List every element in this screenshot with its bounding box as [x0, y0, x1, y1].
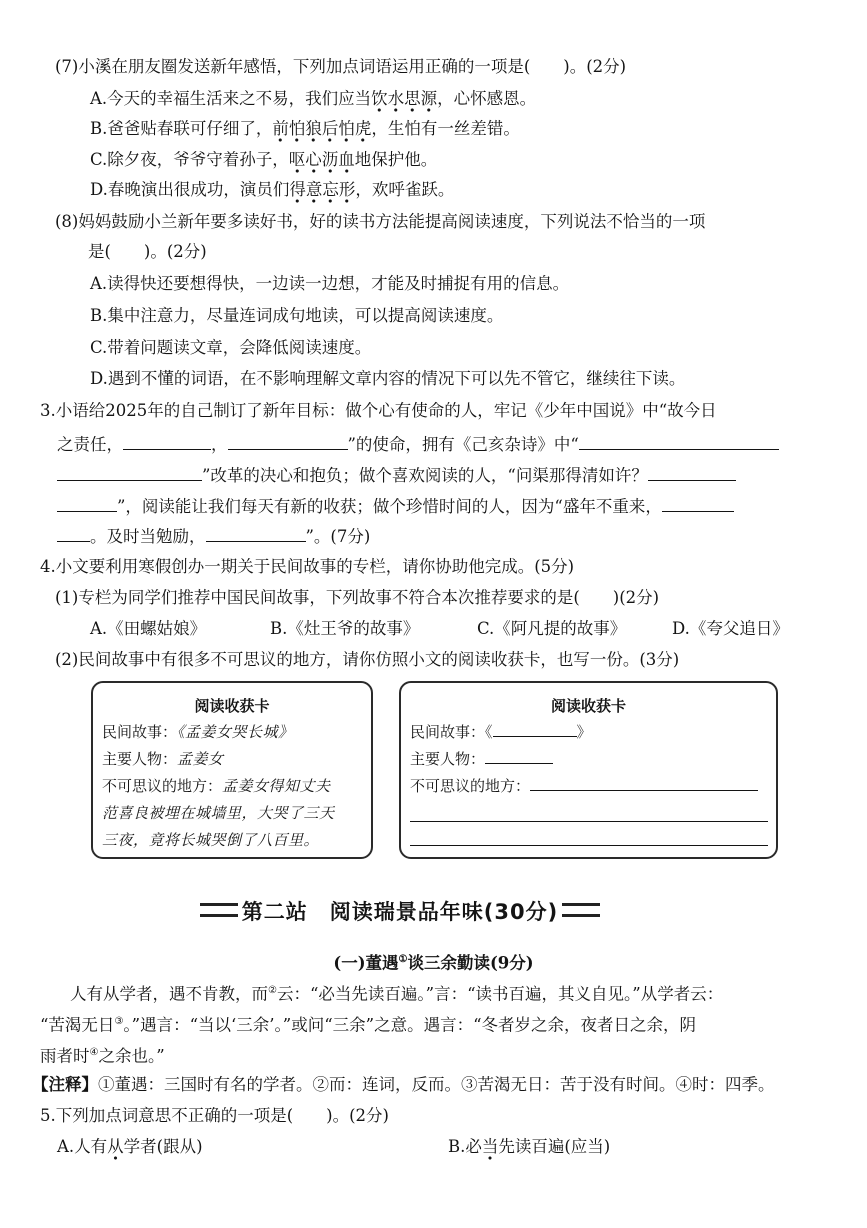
- q4-sub1: (1)专栏为同学们推荐中国民间故事，下列故事不符合本次推荐要求的是( )(2分): [55, 588, 660, 607]
- q3-blank-2[interactable]: [228, 431, 348, 450]
- passage-title: [0, 948, 867, 972]
- q3-blank-7[interactable]: [662, 493, 734, 512]
- q7-option-d: [90, 178, 454, 202]
- q7-d-post: ，欢呼雀跃。: [355, 180, 455, 199]
- q7-option-c: [90, 148, 437, 172]
- q4-stem: 4.小文要利用寒假创办一期关于民间故事的专栏，请你协助他完成。(5分): [40, 557, 575, 576]
- q5-a-pre: A.人有: [57, 1137, 108, 1156]
- passage-l3-sup: ④: [89, 1047, 99, 1058]
- q5-option-a: [57, 1135, 203, 1159]
- q7-a-post: ，心怀感恩。: [437, 89, 537, 108]
- q3-blank-6[interactable]: [57, 493, 117, 512]
- q5-option-b: [448, 1135, 610, 1159]
- q7-b-dotted-term: 前怕狼后怕虎: [272, 119, 371, 143]
- q5-b-post: 先读百遍(应当): [498, 1137, 611, 1156]
- q4-option-b: B.《灶王爷的故事》: [270, 619, 420, 638]
- q5-stem: 5.下列加点词意思不正确的一项是( )。(2分): [40, 1106, 389, 1125]
- card-right-person: [410, 746, 553, 772]
- reading-card-example: [91, 681, 373, 859]
- card-right-person-label: 主要人物：: [410, 750, 486, 768]
- banner-text-wrap: [200, 896, 600, 926]
- section-banner: [200, 894, 600, 928]
- q3-l4-text: ”，阅读能让我们每天有新的收获；做个珍惜时间的人，因为“盛年不重来，: [117, 497, 662, 516]
- q7-c-pre: C.除夕夜，爷爷守着孙子，: [90, 150, 289, 169]
- q4-sub2: (2)民间故事中有很多不可思议的地方，请你仿照小文的阅读收获卡，也写一份。(3分): [55, 650, 680, 669]
- q5-b-pre: B.必: [448, 1137, 482, 1156]
- q8-stem-line2: 是( )。(2分): [88, 242, 207, 261]
- q8-stem-line1: (8)妈妈鼓励小兰新年要多读好书，好的读书方法能提高阅读速度，下列说法不恰当的一项: [55, 212, 706, 231]
- card-right-title: 阅读收获卡: [550, 697, 626, 715]
- passage-l2-sup: ③: [114, 1016, 124, 1027]
- q3-line1: 3.小语给2025年的自己制订了新年目标：做个心有使命的人，牢记《少年中国说》中“故今日: [40, 401, 717, 420]
- card-right-wonder-blank-3[interactable]: [410, 845, 768, 846]
- q7-option-b: [90, 117, 520, 141]
- q7-a-dotted-term: 饮水思源: [371, 89, 437, 113]
- card-right-person-blank[interactable]: [485, 747, 553, 764]
- q7-option-a: [90, 87, 536, 111]
- card-left-wonder-line1: 孟姜女得知丈夫: [222, 777, 331, 795]
- q7-b-pre: B.爸爸贴春联可仔细了，: [90, 119, 273, 138]
- passage-l1-sup: ②: [268, 985, 277, 996]
- card-left-wonder-label: 不可思议的地方：: [102, 777, 223, 795]
- card-right-story: [410, 719, 592, 745]
- card-left-story-value: 《孟姜女哭长城》: [177, 723, 294, 741]
- q3-line2: [57, 431, 779, 455]
- card-left-person: [102, 746, 224, 772]
- passage-l3-a: 雨者时: [40, 1046, 90, 1066]
- q3-l5-text-b: ”。(7分): [305, 527, 371, 546]
- q5-b-dotted-char: 当: [482, 1137, 499, 1161]
- passage-l2-b: 。”遇言：“当以‘三余’。”或问“三余”之意。遇言：“冬者岁之余，夜者日之余，阴: [123, 1015, 697, 1035]
- passage-l3-b: 之余也。”: [98, 1046, 165, 1066]
- card-left-title: 阅读收获卡: [194, 697, 270, 715]
- card-left-wonder: [102, 773, 331, 799]
- q8-option-c: C.带着问题读文章，会降低阅读速度。: [90, 338, 372, 357]
- card-left-wonder-line2: 范喜良被埋在城墙里，大哭了三天: [102, 804, 335, 822]
- q4-option-a: A.《田螺姑娘》: [90, 619, 207, 638]
- q5-a-post: 学者(跟从): [123, 1137, 203, 1156]
- card-right-story-close: 》: [576, 723, 592, 741]
- q8-option-a: A.读得快还要想得快，一边读一边想，才能及时捕捉有用的信息。: [90, 274, 570, 293]
- q8-option-b: B.集中注意力，尽量连词成句地读，可以提高阅读速度。: [90, 306, 504, 325]
- q7-a-pre: A.今天的幸福生活来之不易，我们应当: [90, 89, 372, 108]
- q5-a-dotted-char: 从: [107, 1137, 124, 1161]
- card-left-wonder-line3: 三夜，竟将长城哭倒了八百里。: [102, 831, 320, 849]
- card-right-wonder-blank-2[interactable]: [410, 821, 768, 822]
- passage-line3: [40, 1041, 165, 1065]
- q3-l5-text-a: 。及时当勉励，: [90, 527, 206, 546]
- passage-title-a: (一)董遇: [333, 953, 399, 973]
- passage-title-sup: ①: [398, 954, 408, 965]
- q7-b-post: ，生怕有一丝差错。: [371, 119, 520, 138]
- reading-card-blank: [399, 681, 778, 859]
- passage-l2-a: “苦渴无日: [40, 1015, 115, 1035]
- passage-line1: [70, 979, 723, 1003]
- notes: [32, 1073, 775, 1097]
- passage-l1-a: 人有从学者，遇不肯教，而: [70, 984, 268, 1004]
- q3-blank-4[interactable]: [57, 462, 202, 481]
- card-left-person-value: 孟姜女: [177, 750, 224, 768]
- passage-l1-b: 云：“必当先读百遍。”言：“读书百遍，其义自见。”从学者云：: [276, 984, 724, 1004]
- card-right-story-label: 民间故事：《: [410, 723, 493, 741]
- q3-blank-9[interactable]: [206, 523, 306, 542]
- q3-line5: [57, 523, 370, 547]
- q4-option-d: D.《夸父追日》: [672, 619, 789, 638]
- card-right-wonder: [410, 773, 758, 799]
- card-right-wonder-blank-1[interactable]: [530, 774, 758, 791]
- q3-blank-3[interactable]: [579, 431, 779, 450]
- card-right-wonder-label: 不可思议的地方：: [410, 777, 531, 795]
- q3-line3: [57, 462, 736, 486]
- q7-stem: (7)小溪在朋友圈发送新年感悟，下列加点词语运用正确的一项是( )。(2分): [55, 57, 627, 76]
- banner-title: 第二站 阅读瑞景品年味(30分): [238, 900, 562, 924]
- q3-line4: [57, 493, 734, 517]
- q7-c-post: 地保护他。: [354, 150, 438, 169]
- q3-l2-text-c: ”的使命，拥有《己亥杂诗》中“: [347, 435, 579, 454]
- q7-d-pre: D.春晚演出很成功，演员们: [90, 180, 290, 199]
- q3-blank-1[interactable]: [123, 431, 211, 450]
- q3-blank-5[interactable]: [648, 462, 736, 481]
- q7-d-dotted-term: 得意忘形: [289, 180, 355, 204]
- q8-option-d: D.遇到不懂的词语，在不影响理解文章内容的情况下可以先不管它，继续往下读。: [90, 369, 686, 388]
- card-left-story: [102, 719, 294, 745]
- notes-text: ①董遇：三国时有名的学者。②而：连词，反而。③苦渴无日：苦于没有时间。④时：四季。: [98, 1075, 775, 1094]
- q3-l3-text: ”改革的决心和抱负；做个喜欢阅读的人，“问渠那得清如许？: [202, 466, 648, 485]
- card-right-story-blank[interactable]: [493, 720, 577, 737]
- passage-title-b: 谈三余勤读(9分): [407, 953, 534, 973]
- card-left-story-label: 民间故事：: [102, 723, 178, 741]
- q3-l2-text-b: ，: [211, 435, 228, 454]
- notes-label: 【注释】: [32, 1075, 98, 1094]
- q3-l2-text-a: 之责任，: [57, 435, 123, 454]
- q3-blank-8[interactable]: [57, 523, 90, 542]
- q4-option-c: C.《阿凡提的故事》: [477, 619, 627, 638]
- q7-c-dotted-term: 呕心沥血: [289, 150, 355, 174]
- card-left-person-label: 主要人物：: [102, 750, 178, 768]
- passage-line2: [40, 1010, 696, 1034]
